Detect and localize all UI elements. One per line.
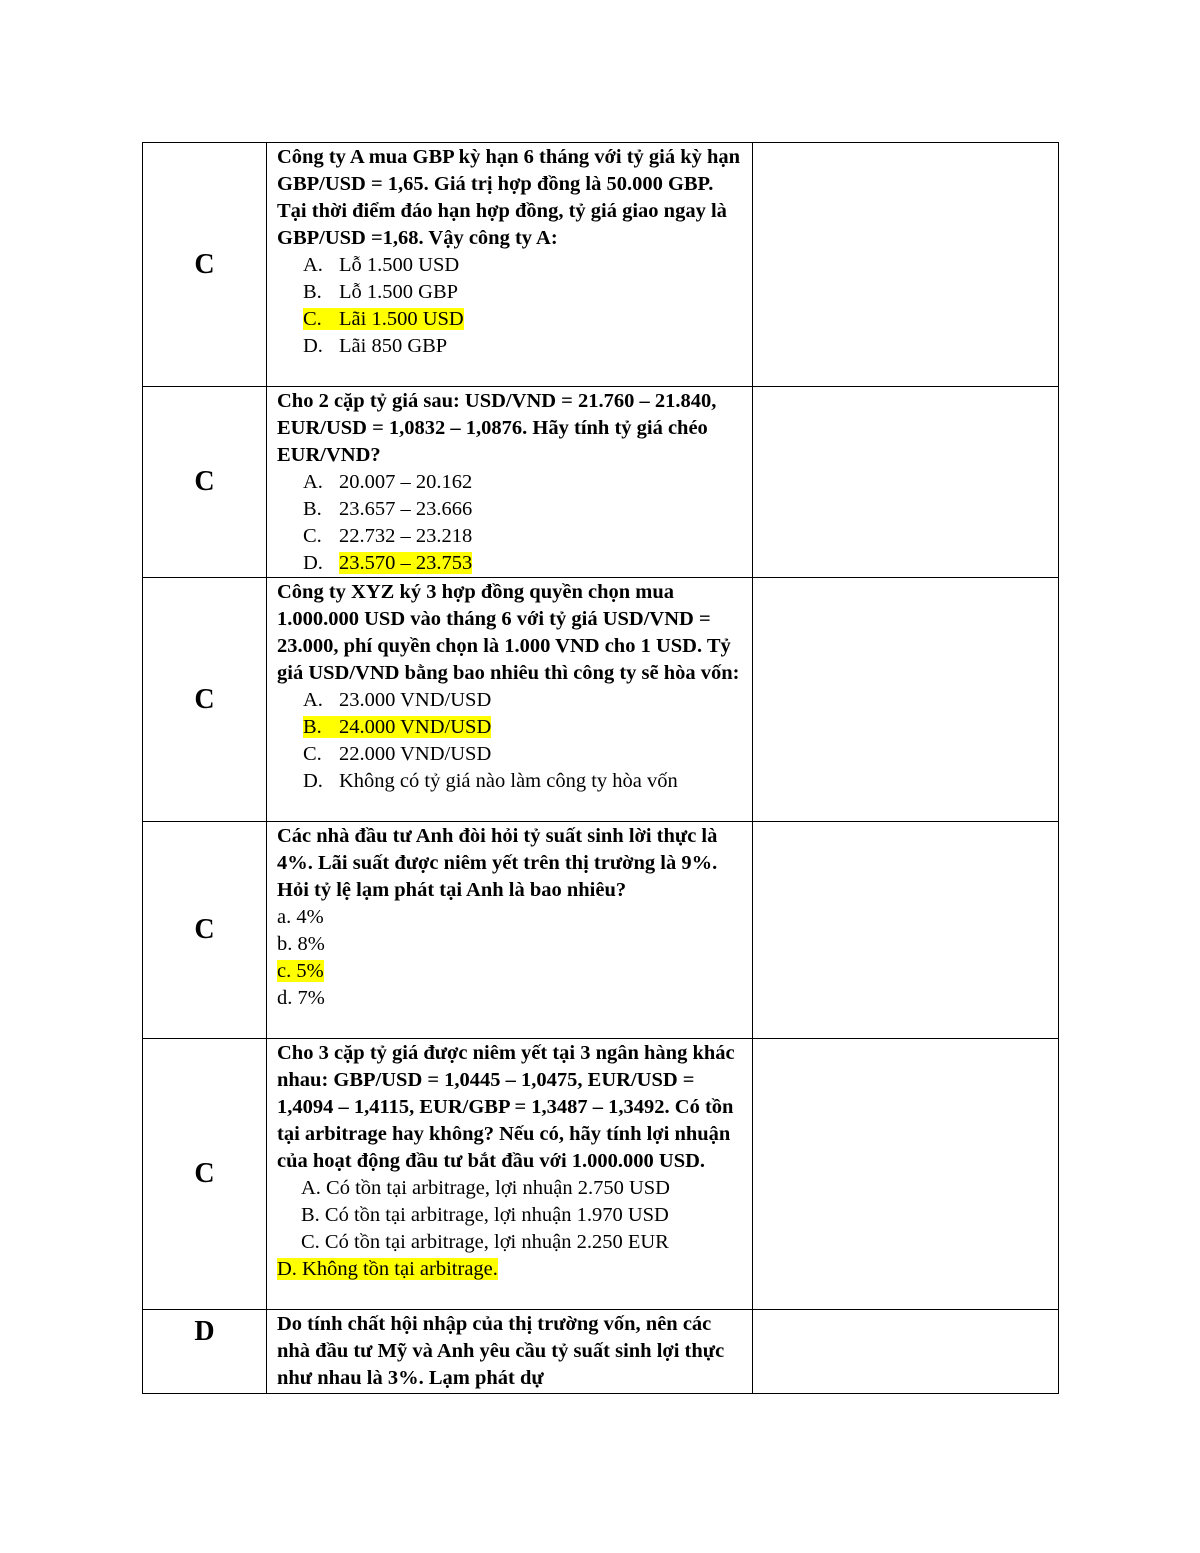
question-text: Cho 2 cặp tỷ giá sau: USD/VND = 21.760 – 21.840, EUR/USD = 1,0832 – 1,0876. Hãy tính tỷ giá chéo EUR/VND? (277, 390, 717, 466)
option-c: C. Có tồn tại arbitrage, lợi nhuận 2.250 EUR (301, 1231, 669, 1253)
option-b: B. 23.657 – 23.666 (303, 498, 473, 520)
question-cell (267, 578, 753, 822)
note-cell (753, 578, 1059, 822)
answer-key: C (143, 387, 267, 578)
question-cell (267, 387, 753, 578)
question-text: Công ty XYZ ký 3 hợp đồng quyền chọn mua 1.000.000 USD vào tháng 6 với tỷ giá USD/VND = 23.000, phí quyền chọn là 1.000 VND cho 1 USD. Tỷ giá USD/VND bằng bao nhiêu thì công ty sẽ hòa vốn: (277, 581, 740, 684)
option-a: A. 20.007 – 20.162 (303, 471, 473, 493)
option-a: a. 4% (277, 906, 324, 928)
answer-key: C (143, 578, 267, 822)
note-cell (753, 1039, 1059, 1310)
table-row (143, 578, 1059, 822)
question-text: Cho 3 cặp tỷ giá được niêm yết tại 3 ngân hàng khác nhau: GBP/USD = 1,0445 – 1,0475, EUR/USD = 1,4094 – 1,4115, EUR/GBP = 1,3487 – 1,3492. Có tồn tại arbitrage hay không? Nếu có, hãy tính lợi nhuận của hoạt động đầu tư bắt đầu với 1.000.000 USD. (277, 1042, 735, 1172)
question-cell (267, 1310, 753, 1394)
table-row (143, 822, 1059, 1039)
option-c-correct: c. 5% (277, 960, 324, 982)
question-cell (267, 143, 753, 387)
table-row (143, 1310, 1059, 1394)
option-b: b. 8% (277, 933, 325, 955)
question-text: Công ty A mua GBP kỳ hạn 6 tháng với tỷ giá kỳ hạn GBP/USD = 1,65. Giá trị hợp đồng là 50.000 GBP. Tại thời điểm đáo hạn hợp đồng, tỷ giá giao ngay là GBP/USD =1,68. Vậy công ty A: (277, 146, 741, 249)
question-cell (267, 1039, 753, 1310)
table-row (143, 387, 1059, 578)
note-cell (753, 387, 1059, 578)
option-d: D. Không có tỷ giá nào làm công ty hòa vốn (303, 770, 678, 792)
option-d-correct: D. 23.570 – 23.753 (303, 552, 473, 574)
note-cell (753, 143, 1059, 387)
answer-key: C (143, 1039, 267, 1310)
option-a: A. Lỗ 1.500 USD (303, 254, 460, 276)
answer-key: D (143, 1310, 267, 1394)
note-cell (753, 1310, 1059, 1394)
note-cell (753, 822, 1059, 1039)
answer-key: C (143, 822, 267, 1039)
question-cell (267, 822, 753, 1039)
option-c-correct: C. Lãi 1.500 USD (303, 308, 464, 330)
option-b: B. Có tồn tại arbitrage, lợi nhuận 1.970 USD (301, 1204, 669, 1226)
option-d: D. Lãi 850 GBP (303, 335, 448, 357)
option-c: C. 22.000 VND/USD (303, 743, 492, 765)
table-row (143, 143, 1059, 387)
table-row (143, 1039, 1059, 1310)
option-c: C. 22.732 – 23.218 (303, 525, 473, 547)
option-a: A. 23.000 VND/USD (303, 689, 492, 711)
option-a: A. Có tồn tại arbitrage, lợi nhuận 2.750 USD (301, 1177, 670, 1199)
option-b: B. Lỗ 1.500 GBP (303, 281, 459, 303)
option-b-correct: B. 24.000 VND/USD (303, 716, 492, 738)
question-table (142, 142, 1059, 1394)
option-d-correct: D. Không tồn tại arbitrage. (277, 1258, 498, 1280)
answer-key: C (143, 143, 267, 387)
question-text: Các nhà đầu tư Anh đòi hỏi tỷ suất sinh lời thực là 4%. Lãi suất được niêm yết trên thị trường là 9%. Hỏi tỷ lệ lạm phát tại Anh là bao nhiêu? (277, 825, 718, 901)
question-text: Do tính chất hội nhập của thị trường vốn, nên các nhà đầu tư Mỹ và Anh yêu cầu tỷ suất sinh lợi thực như nhau là 3%. Lạm phát dự (277, 1313, 725, 1389)
option-d: d. 7% (277, 987, 325, 1009)
